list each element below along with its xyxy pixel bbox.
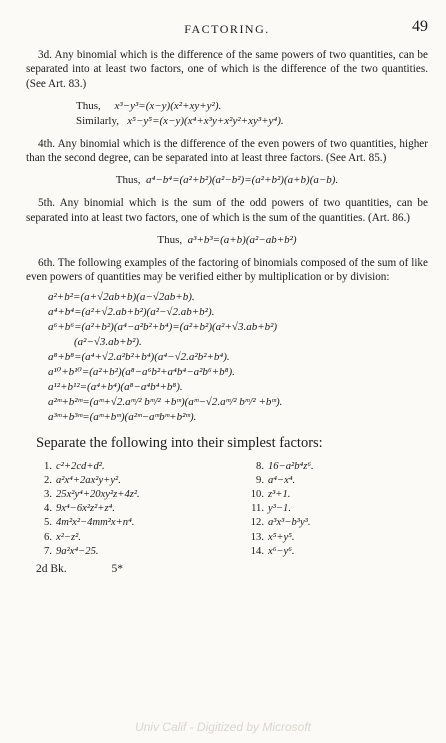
equation-text: a⁴−b⁴=(a²+b²)(a²−b²)=(a²+b²)(a+b)(a−b). bbox=[146, 174, 339, 187]
exercise-heading: Separate the following into their simplest factors: bbox=[36, 434, 323, 451]
paragraph-3d: 3d. Any binomial which is the difference of the same powers of two quantities, can be separated into at least two factors, one of which is the difference of the two quantities. (See Art. 83.) bbox=[26, 49, 428, 90]
exercise-item bbox=[244, 460, 314, 474]
paragraph-6th: 6th. The following examples of the factoring of binomials composed of the sum of like even powers of quantities may be verified either by multiplication or by division: bbox=[26, 257, 428, 284]
signature-mark: 2d Bk. bbox=[36, 563, 67, 576]
equation-text: x³−y³=(x−y)(x²+xy+y²). bbox=[114, 99, 222, 112]
similarly-label: Similarly, bbox=[76, 114, 119, 127]
exercise-number: 5. bbox=[44, 517, 52, 529]
exercise-number: 13. bbox=[250, 531, 264, 543]
exercise-item bbox=[244, 516, 314, 530]
equation-similarly-3d bbox=[26, 114, 428, 129]
exercise-expression: x⁶−y⁶. bbox=[268, 545, 295, 557]
equation-sum-squares: a²+b²=(a+√2ab+b)(a−√2ab+b). bbox=[48, 290, 195, 303]
exercise-column-right bbox=[236, 460, 314, 559]
equation-text: a³+b³=(a+b)(a²−ab+b²) bbox=[187, 234, 297, 247]
exercise-item bbox=[36, 460, 236, 474]
exercise-expression: a⁴−x⁴. bbox=[268, 474, 296, 486]
page-header bbox=[26, 18, 428, 40]
exercise-item bbox=[244, 474, 314, 488]
exercise-number: 10. bbox=[250, 489, 264, 501]
exercise-number: 9. bbox=[256, 474, 264, 486]
exercise-number: 2. bbox=[44, 474, 52, 486]
exercise-number: 1. bbox=[44, 460, 52, 472]
paragraph-5th: 5th. Any binomial which is the sum of the odd powers of two quantities, can be separated into at least two factors, one of which is the sum of the quantities. (Art. 86.) bbox=[26, 197, 428, 224]
equation-sum-sixth: a⁶+b⁶=(a²+b²)(a⁴−a²b²+b⁴)=(a²+b²)(a²+√3.ab+b²) bbox=[48, 320, 278, 333]
equation-thus-5th bbox=[26, 233, 428, 248]
exercise-expression: x²−z². bbox=[56, 531, 81, 543]
exercise-number: 14. bbox=[250, 545, 264, 557]
exercise-expression: 9x⁴−6x²z²+z⁴. bbox=[56, 503, 115, 515]
exercise-item bbox=[36, 545, 236, 559]
exercise-expression: z³+1. bbox=[268, 489, 291, 501]
exercise-item bbox=[36, 516, 236, 530]
page-number: 49 bbox=[412, 18, 428, 35]
equation-sum-tenth: a¹⁰+b¹⁰=(a²+b²)(a⁸−a⁶b²+a⁴b⁴−a²b⁶+b⁸). bbox=[48, 365, 235, 378]
exercise-item bbox=[244, 545, 314, 559]
exercise-number: 12. bbox=[250, 517, 264, 529]
exercise-expression: c²+2cd+d². bbox=[56, 460, 105, 472]
equation-thus-4th bbox=[26, 173, 428, 188]
exercise-expression: a²x⁴+2ax²y+y². bbox=[56, 474, 121, 486]
equation-sum-fourth: a⁴+b⁴=(a²+√2.ab+b²)(a²−√2.ab+b²). bbox=[48, 305, 215, 318]
digitization-watermark: Univ Calif - Digitized by Microsoft bbox=[134, 720, 312, 734]
exercise-item bbox=[36, 502, 236, 516]
equation-thus-3d bbox=[26, 99, 428, 114]
exercise-number: 6. bbox=[44, 531, 52, 543]
sheet-mark: 5* bbox=[111, 563, 124, 576]
book-page bbox=[26, 18, 428, 575]
exercise-number: 3. bbox=[44, 489, 52, 501]
exercise-expression: x⁵+y⁵. bbox=[268, 531, 295, 543]
exercise-expression: y³−1. bbox=[268, 503, 291, 515]
exercise-number: 7. bbox=[44, 545, 52, 557]
exercise-list bbox=[26, 460, 428, 559]
exercise-item bbox=[36, 474, 236, 488]
page-footer bbox=[26, 563, 428, 575]
equation-sum-2m: a²ᵐ+b²ᵐ=(aᵐ+√2.aᵐ/² bᵐ/² +bᵐ)(aᵐ−√2.aᵐ/² bᵐ/² +bᵐ). bbox=[48, 395, 283, 408]
equation-sum-sixth-continued: (a²−√3.ab+b²). bbox=[74, 335, 142, 348]
exercise-item bbox=[244, 502, 314, 516]
exercise-item bbox=[244, 531, 314, 545]
exercise-expression: 16−a²b⁴z⁶. bbox=[268, 460, 314, 472]
exercise-item bbox=[36, 488, 236, 502]
equation-text: x⁵−y⁵=(x−y)(x⁴+x³y+x²y²+xy³+y⁴). bbox=[127, 114, 284, 127]
paragraph-4th: 4th. Any binomial which is the difference of the even powers of two quantities, higher than the second degree, can be separated into at least three factors. (See Art. 85.) bbox=[26, 137, 428, 165]
exercise-expression: 9a²x⁴−25. bbox=[56, 545, 99, 557]
exercise-expression: 25x²y⁴+20xy²z+4z². bbox=[56, 489, 140, 501]
exercise-item bbox=[36, 531, 236, 545]
exercise-expression: a³x³−b³y³. bbox=[268, 517, 311, 529]
equation-sum-eighth: a⁸+b⁸=(a⁴+√2.a²b²+b⁴)(a⁴−√2.a²b²+b⁴). bbox=[48, 350, 230, 363]
thus-label: Thus, bbox=[157, 234, 183, 247]
exercise-number: 11. bbox=[251, 503, 264, 515]
exercise-item bbox=[244, 488, 314, 502]
exercise-number: 8. bbox=[256, 460, 264, 472]
thus-label: Thus, bbox=[76, 99, 101, 112]
equation-sum-twelfth: a¹²+b¹²=(a⁴+b⁴)(a⁸−a⁴b⁴+b⁸). bbox=[48, 380, 183, 393]
equation-sum-3m: a³ᵐ+b³ᵐ=(aᵐ+bᵐ)(a²ᵐ−aᵐbᵐ+b²ᵐ). bbox=[48, 410, 197, 423]
running-title: FACTORING. bbox=[184, 22, 270, 36]
exercise-column-left bbox=[26, 460, 236, 559]
thus-label: Thus, bbox=[115, 174, 141, 187]
exercise-number: 4. bbox=[44, 503, 52, 515]
exercise-expression: 4m²x²−4mm²x+n⁴. bbox=[56, 517, 135, 529]
